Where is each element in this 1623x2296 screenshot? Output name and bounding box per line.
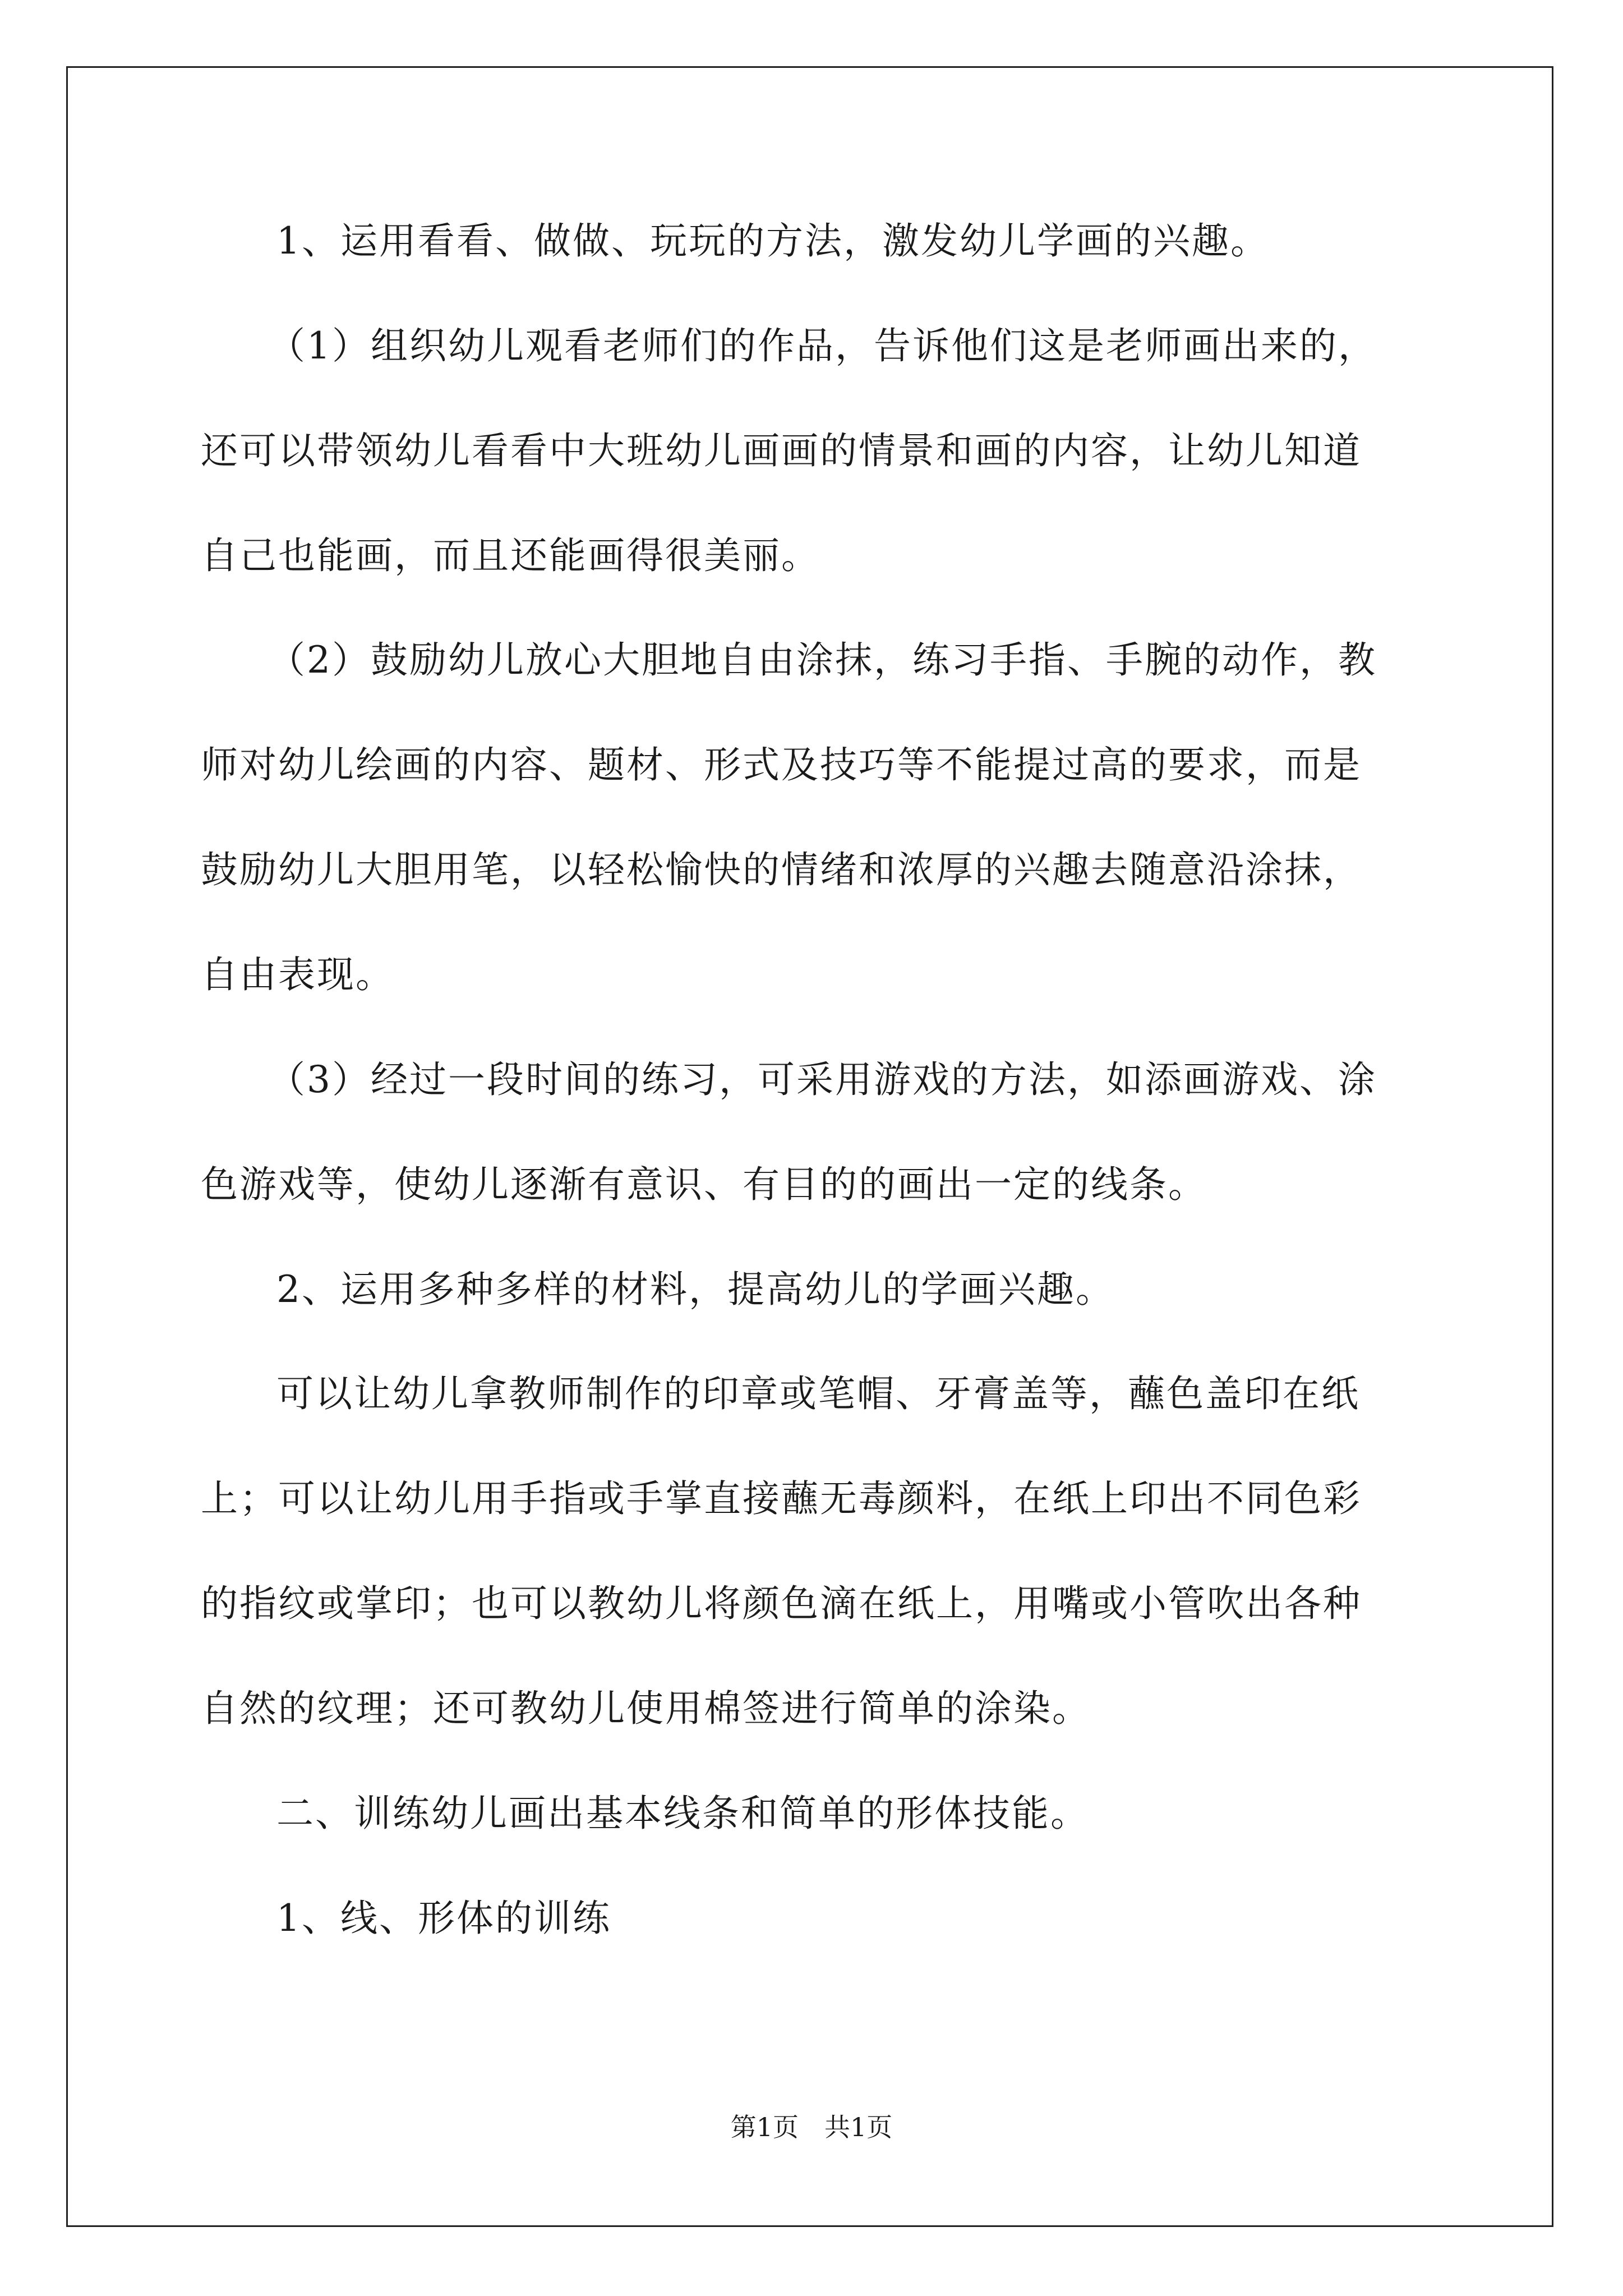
paragraph-line-10: 色游戏等，使幼儿逐渐有意识、有目的的画出一定的线条。 <box>201 1163 1207 1206</box>
paragraph-line-13: 上；可以让幼儿用手指或手掌直接蘸无毒颜料，在纸上印出不同色彩 <box>201 1477 1362 1520</box>
paragraph-line-6: 师对幼儿绘画的内容、题材、形式及技巧等不能提过高的要求，而是 <box>201 743 1362 786</box>
page-footer: 第1页 共1页 <box>730 2112 893 2142</box>
paragraph-line-12: 可以让幼儿拿教师制作的印章或笔帽、牙膏盖等，蘸色盖印在纸 <box>276 1372 1360 1415</box>
paragraph-line-17: 1、线、形体的训练 <box>276 1897 611 1940</box>
paragraph-line-14: 的指纹或掌印；也可以教幼儿将颜色滴在纸上，用嘴或小管吹出各种 <box>201 1582 1362 1625</box>
paragraph-line-4: 自己也能画，而且还能画得很美丽。 <box>201 534 820 577</box>
paragraph-line-9: （3）经过一段时间的练习，可采用游戏的方法，如添画游戏、涂 <box>268 1058 1377 1101</box>
paragraph-line-2: （1）组织幼儿观看老师们的作品，告诉他们这是老师画出来的， <box>268 324 1377 367</box>
paragraph-line-1: 1、运用看看、做做、玩玩的方法，激发幼儿学画的兴趣。 <box>276 219 1269 263</box>
paragraph-line-8: 自由表现。 <box>201 953 394 996</box>
paragraph-line-5: （2）鼓励幼儿放心大胆地自由涂抹，练习手指、手腕的动作，教 <box>268 638 1377 682</box>
paragraph-line-15: 自然的纹理；还可教幼儿使用棉签进行简单的涂染。 <box>201 1687 1091 1730</box>
paragraph-line-16: 二、训练幼儿画出基本线条和简单的形体技能。 <box>276 1792 1089 1835</box>
paragraph-line-11: 2、运用多种多样的材料，提高幼儿的学画兴趣。 <box>276 1268 1114 1311</box>
paragraph-line-3: 还可以带领幼儿看看中大班幼儿画画的情景和画的内容，让幼儿知道 <box>201 429 1362 472</box>
paragraph-line-7: 鼓励幼儿大胆用笔，以轻松愉快的情绪和浓厚的兴趣去随意沿涂抹， <box>201 848 1362 891</box>
